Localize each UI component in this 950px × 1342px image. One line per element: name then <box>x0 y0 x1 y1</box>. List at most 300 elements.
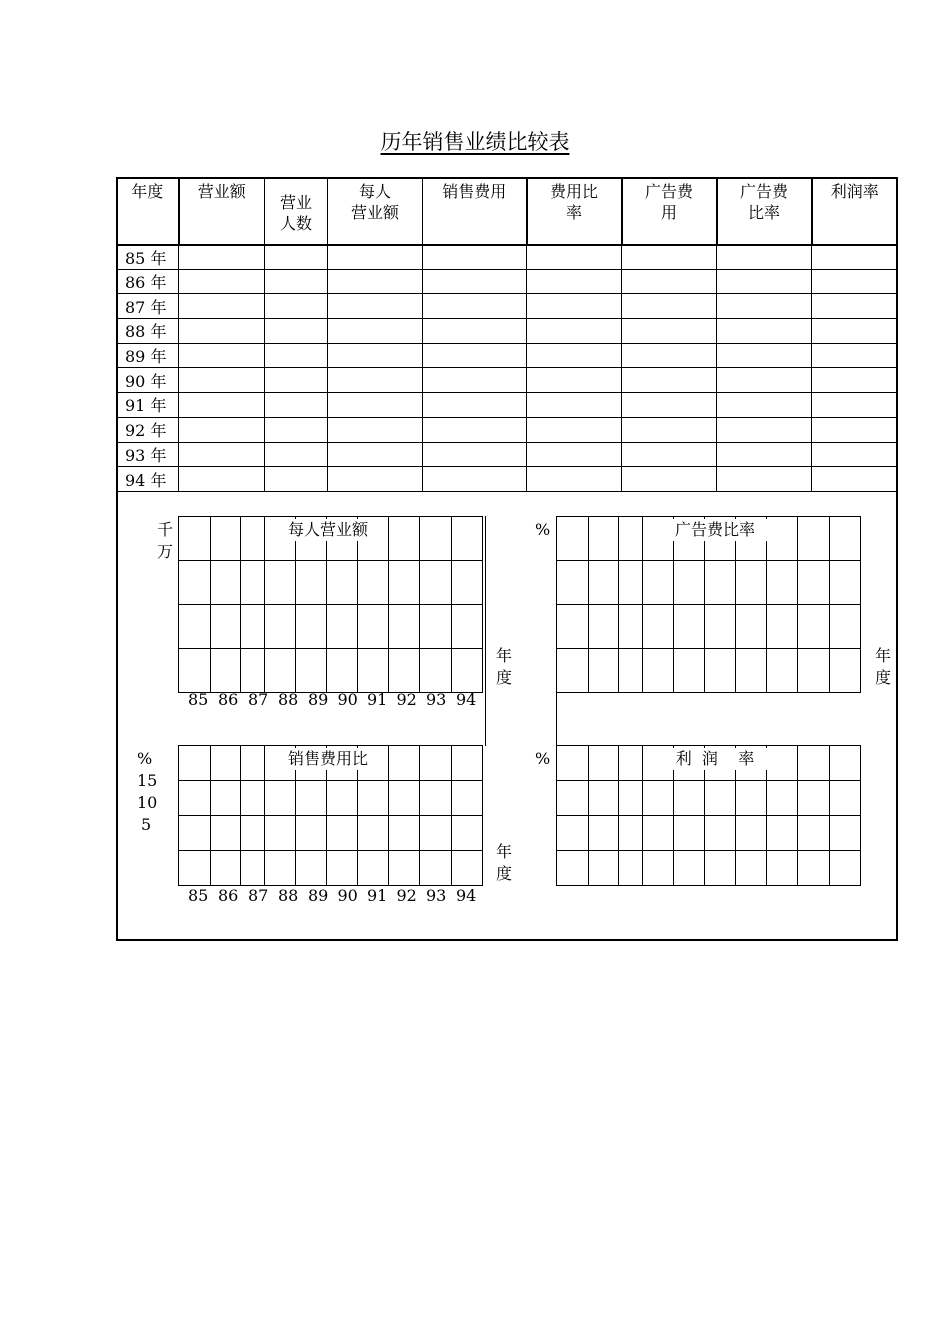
data-cell <box>622 368 717 393</box>
grid-cell <box>358 781 389 816</box>
data-cell <box>812 417 898 442</box>
data-cell <box>179 393 265 418</box>
grid-cell <box>557 561 589 605</box>
data-cell <box>622 294 717 319</box>
grid-cell <box>589 816 619 851</box>
grid-cell <box>241 517 265 561</box>
grid-cell <box>358 649 389 693</box>
grid-cell <box>358 605 389 649</box>
chart-1-unit: 千 万 <box>157 520 174 561</box>
grid-cell <box>767 781 798 816</box>
column-header: 营业额 <box>179 178 265 245</box>
data-cell <box>328 368 423 393</box>
x-tick-label: 85 <box>188 690 209 709</box>
grid-cell <box>767 605 798 649</box>
data-cell <box>328 393 423 418</box>
grid-cell <box>241 816 265 851</box>
column-header: 营业 人数 <box>265 178 328 245</box>
data-cell <box>265 343 328 368</box>
grid-cell <box>452 746 483 781</box>
data-cell <box>423 343 527 368</box>
grid-cell <box>211 781 241 816</box>
grid-cell <box>589 781 619 816</box>
table-row <box>117 467 898 492</box>
grid-cell <box>798 746 830 781</box>
data-cell <box>527 417 622 442</box>
data-cell <box>328 294 423 319</box>
grid-cell <box>265 561 296 605</box>
year-cell <box>117 294 179 319</box>
grid-cell <box>619 781 643 816</box>
divider-line <box>485 516 486 746</box>
grid-cell <box>420 746 452 781</box>
x-tick-label: 89 <box>308 690 329 709</box>
grid-cell <box>265 851 296 886</box>
year-cell <box>117 442 179 467</box>
grid-cell <box>619 649 643 693</box>
data-cell <box>622 417 717 442</box>
data-cell <box>179 294 265 319</box>
grid-cell <box>420 561 452 605</box>
grid-cell <box>179 517 211 561</box>
grid-cell <box>179 851 211 886</box>
column-header: 广告费 比率 <box>717 178 812 245</box>
year-number: 92 <box>125 421 146 441</box>
data-cell <box>527 442 622 467</box>
grid-cell <box>736 851 767 886</box>
grid-cell <box>830 781 861 816</box>
data-cell <box>812 467 898 492</box>
data-cell <box>423 442 527 467</box>
data-cell <box>717 269 812 294</box>
grid-cell <box>798 649 830 693</box>
grid-cell <box>643 561 674 605</box>
grid-cell <box>798 605 830 649</box>
grid-cell <box>389 561 420 605</box>
grid-cell <box>296 851 327 886</box>
chart-3-ytick: 15 <box>137 771 158 790</box>
grid-cell <box>798 781 830 816</box>
data-cell <box>717 467 812 492</box>
grid-cell <box>643 781 674 816</box>
grid-cell <box>420 816 452 851</box>
grid-cell <box>327 816 358 851</box>
grid-cell <box>389 649 420 693</box>
data-cell <box>812 343 898 368</box>
grid-cell <box>643 605 674 649</box>
grid-cell <box>557 851 589 886</box>
grid-cell <box>420 851 452 886</box>
grid-cell <box>296 781 327 816</box>
grid-cell <box>674 816 705 851</box>
chart-3-title: 销售费用比 <box>275 748 381 770</box>
grid-cell <box>179 649 211 693</box>
data-cell <box>265 442 328 467</box>
data-cell <box>812 442 898 467</box>
grid-cell <box>389 781 420 816</box>
grid-cell <box>589 561 619 605</box>
grid-cell <box>389 851 420 886</box>
year-suffix: 年 <box>145 273 167 293</box>
grid-cell <box>589 746 619 781</box>
data-cell <box>265 467 328 492</box>
grid-cell <box>830 561 861 605</box>
grid-cell <box>830 517 861 561</box>
chart-3-ytick: 10 <box>137 793 158 812</box>
data-cell <box>812 245 898 270</box>
data-cell <box>717 368 812 393</box>
grid-cell <box>619 746 643 781</box>
grid-cell <box>705 816 736 851</box>
data-cell <box>622 269 717 294</box>
chart-2-x-label: 年 度 <box>875 646 892 687</box>
grid-cell <box>674 781 705 816</box>
grid-cell <box>557 781 589 816</box>
grid-cell <box>557 746 589 781</box>
grid-cell <box>767 649 798 693</box>
grid-cell <box>830 746 861 781</box>
grid-cell <box>557 816 589 851</box>
grid-cell <box>420 649 452 693</box>
data-cell <box>179 245 265 270</box>
chart-3-ytick: 5 <box>141 815 152 834</box>
chart-1-grid <box>178 516 483 693</box>
grid-cell <box>452 781 483 816</box>
grid-cell <box>705 851 736 886</box>
page-title: 历年销售业绩比较表 <box>380 130 570 154</box>
grid-cell <box>179 746 211 781</box>
data-cell <box>622 393 717 418</box>
grid-cell <box>830 649 861 693</box>
data-cell <box>265 319 328 344</box>
grid-cell <box>327 851 358 886</box>
x-tick-label: 94 <box>456 690 477 709</box>
grid-cell <box>241 649 265 693</box>
year-cell <box>117 368 179 393</box>
year-suffix: 年 <box>145 396 167 416</box>
data-cell <box>812 294 898 319</box>
grid-cell <box>830 851 861 886</box>
x-tick-label: 88 <box>278 886 299 905</box>
grid-cell <box>179 816 211 851</box>
column-header: 利润率 <box>812 178 898 245</box>
grid-cell <box>643 649 674 693</box>
data-cell <box>717 417 812 442</box>
grid-cell <box>296 605 327 649</box>
chart-4-title: 利 润 率 <box>660 748 770 770</box>
x-tick-label: 93 <box>426 886 447 905</box>
year-suffix: 年 <box>145 371 167 391</box>
data-cell <box>328 269 423 294</box>
data-cell <box>527 294 622 319</box>
divider-line <box>556 688 557 746</box>
year-number: 86 <box>125 273 146 293</box>
grid-cell <box>358 561 389 605</box>
data-cell <box>179 467 265 492</box>
data-cell <box>179 368 265 393</box>
grid-cell <box>767 746 798 781</box>
grid-cell <box>179 605 211 649</box>
grid-cell <box>736 561 767 605</box>
column-header: 销售费用 <box>423 178 527 245</box>
grid-cell <box>589 649 619 693</box>
grid-cell <box>452 816 483 851</box>
grid-cell <box>736 649 767 693</box>
x-tick-label: 91 <box>367 886 388 905</box>
grid-cell <box>327 605 358 649</box>
year-number: 87 <box>125 297 146 317</box>
data-cell <box>527 245 622 270</box>
grid-cell <box>296 816 327 851</box>
data-cell <box>179 343 265 368</box>
table-row <box>117 294 898 319</box>
year-suffix: 年 <box>145 297 167 317</box>
column-header: 费用比 率 <box>527 178 622 245</box>
data-cell <box>179 442 265 467</box>
table-row <box>117 442 898 467</box>
x-tick-label: 94 <box>456 886 477 905</box>
column-header: 年度 <box>117 178 179 245</box>
grid-cell <box>420 605 452 649</box>
grid-cell <box>358 816 389 851</box>
grid-cell <box>674 851 705 886</box>
year-number: 89 <box>125 347 146 367</box>
grid-cell <box>643 816 674 851</box>
grid-cell <box>327 561 358 605</box>
data-cell <box>179 269 265 294</box>
data-cell <box>812 319 898 344</box>
chart-2-unit: % <box>535 520 551 539</box>
data-cell <box>328 245 423 270</box>
data-cell <box>423 467 527 492</box>
data-cell <box>328 417 423 442</box>
year-number: 94 <box>125 470 146 490</box>
grid-cell <box>619 517 643 561</box>
table-row <box>117 368 898 393</box>
grid-cell <box>589 517 619 561</box>
grid-cell <box>265 816 296 851</box>
year-cell <box>117 343 179 368</box>
year-cell <box>117 269 179 294</box>
data-cell <box>812 368 898 393</box>
data-cell <box>423 417 527 442</box>
grid-cell <box>389 605 420 649</box>
year-cell <box>117 417 179 442</box>
grid-cell <box>420 517 452 561</box>
x-tick-label: 89 <box>308 886 329 905</box>
grid-cell <box>389 746 420 781</box>
grid-cell <box>211 517 241 561</box>
grid-cell <box>705 781 736 816</box>
x-tick-label: 86 <box>218 886 239 905</box>
grid-cell <box>798 561 830 605</box>
data-cell <box>423 269 527 294</box>
grid-cell <box>211 816 241 851</box>
grid-cell <box>420 781 452 816</box>
grid-cell <box>705 649 736 693</box>
year-suffix: 年 <box>145 322 167 342</box>
year-number: 85 <box>125 248 146 268</box>
grid-cell <box>358 851 389 886</box>
data-cell <box>527 368 622 393</box>
grid-cell <box>211 851 241 886</box>
grid-cell <box>589 851 619 886</box>
data-cell <box>265 417 328 442</box>
year-suffix: 年 <box>145 421 167 441</box>
data-cell <box>328 319 423 344</box>
grid-cell <box>452 649 483 693</box>
grid-cell <box>452 561 483 605</box>
grid-cell <box>241 851 265 886</box>
grid-cell <box>296 561 327 605</box>
grid-cell <box>705 605 736 649</box>
grid-cell <box>798 816 830 851</box>
x-tick-label: 86 <box>218 690 239 709</box>
year-suffix: 年 <box>145 445 167 465</box>
grid-cell <box>327 781 358 816</box>
data-cell <box>717 393 812 418</box>
grid-cell <box>736 605 767 649</box>
column-header: 广告费 用 <box>622 178 717 245</box>
x-tick-label: 90 <box>337 690 358 709</box>
grid-cell <box>452 605 483 649</box>
grid-cell <box>179 781 211 816</box>
table-row <box>117 393 898 418</box>
chart-2-title: 广告费比率 <box>656 519 774 541</box>
data-cell <box>622 467 717 492</box>
grid-cell <box>643 851 674 886</box>
year-number: 88 <box>125 322 146 342</box>
data-cell <box>527 393 622 418</box>
grid-cell <box>389 517 420 561</box>
chart-4-unit: % <box>535 749 551 768</box>
year-number: 90 <box>125 371 146 391</box>
data-cell <box>423 245 527 270</box>
data-cell <box>812 269 898 294</box>
grid-cell <box>619 816 643 851</box>
chart-3-x-label: 年 度 <box>496 842 513 883</box>
table-row <box>117 245 898 270</box>
chart-3-unit: % <box>137 749 153 768</box>
data-cell <box>265 245 328 270</box>
data-cell <box>179 319 265 344</box>
grid-cell <box>767 816 798 851</box>
grid-cell <box>736 816 767 851</box>
year-number: 91 <box>125 396 146 416</box>
x-tick-label: 87 <box>248 886 269 905</box>
chart-1-title: 每人营业额 <box>275 519 381 541</box>
grid-cell <box>619 605 643 649</box>
data-cell <box>717 343 812 368</box>
table-row <box>117 343 898 368</box>
grid-cell <box>674 649 705 693</box>
chart-2-grid <box>556 516 861 693</box>
data-cell <box>527 269 622 294</box>
year-cell <box>117 393 179 418</box>
x-tick-label: 92 <box>396 690 417 709</box>
grid-cell <box>241 561 265 605</box>
grid-cell <box>830 605 861 649</box>
data-cell <box>328 343 423 368</box>
grid-cell <box>619 561 643 605</box>
grid-cell <box>767 851 798 886</box>
x-tick-label: 87 <box>248 690 269 709</box>
data-cell <box>328 467 423 492</box>
grid-cell <box>798 517 830 561</box>
data-cell <box>622 343 717 368</box>
year-suffix: 年 <box>145 347 167 367</box>
data-cell <box>179 417 265 442</box>
data-cell <box>812 393 898 418</box>
data-cell <box>423 319 527 344</box>
data-cell <box>622 442 717 467</box>
grid-cell <box>241 605 265 649</box>
year-suffix: 年 <box>145 248 167 268</box>
x-tick-label: 93 <box>426 690 447 709</box>
data-cell <box>527 467 622 492</box>
grid-cell <box>619 851 643 886</box>
data-cell <box>265 368 328 393</box>
grid-cell <box>452 851 483 886</box>
grid-cell <box>296 649 327 693</box>
data-cell <box>423 368 527 393</box>
data-cell <box>328 442 423 467</box>
chart-1-x-label: 年 度 <box>496 646 513 687</box>
grid-cell <box>241 746 265 781</box>
year-suffix: 年 <box>145 470 167 490</box>
grid-cell <box>767 561 798 605</box>
column-header: 每人 营业额 <box>328 178 423 245</box>
grid-cell <box>327 649 358 693</box>
x-tick-label: 85 <box>188 886 209 905</box>
grid-cell <box>211 746 241 781</box>
grid-cell <box>736 781 767 816</box>
table-row <box>117 417 898 442</box>
grid-cell <box>452 517 483 561</box>
grid-cell <box>830 816 861 851</box>
grid-cell <box>557 649 589 693</box>
grid-cell <box>179 561 211 605</box>
performance-table <box>116 177 898 492</box>
grid-cell <box>705 561 736 605</box>
data-cell <box>265 393 328 418</box>
grid-cell <box>211 649 241 693</box>
grid-cell <box>389 816 420 851</box>
grid-cell <box>557 517 589 561</box>
year-number: 93 <box>125 445 146 465</box>
year-cell <box>117 319 179 344</box>
x-tick-label: 92 <box>396 886 417 905</box>
x-tick-label: 90 <box>337 886 358 905</box>
grid-cell <box>265 649 296 693</box>
year-cell <box>117 245 179 270</box>
grid-cell <box>674 561 705 605</box>
x-tick-label: 88 <box>278 690 299 709</box>
grid-cell <box>265 781 296 816</box>
data-cell <box>622 245 717 270</box>
grid-cell <box>674 605 705 649</box>
grid-cell <box>589 605 619 649</box>
data-cell <box>423 393 527 418</box>
data-cell <box>622 319 717 344</box>
grid-cell <box>557 605 589 649</box>
grid-cell <box>241 781 265 816</box>
data-cell <box>423 294 527 319</box>
data-cell <box>527 343 622 368</box>
grid-cell <box>211 605 241 649</box>
table-row <box>117 269 898 294</box>
year-cell <box>117 467 179 492</box>
